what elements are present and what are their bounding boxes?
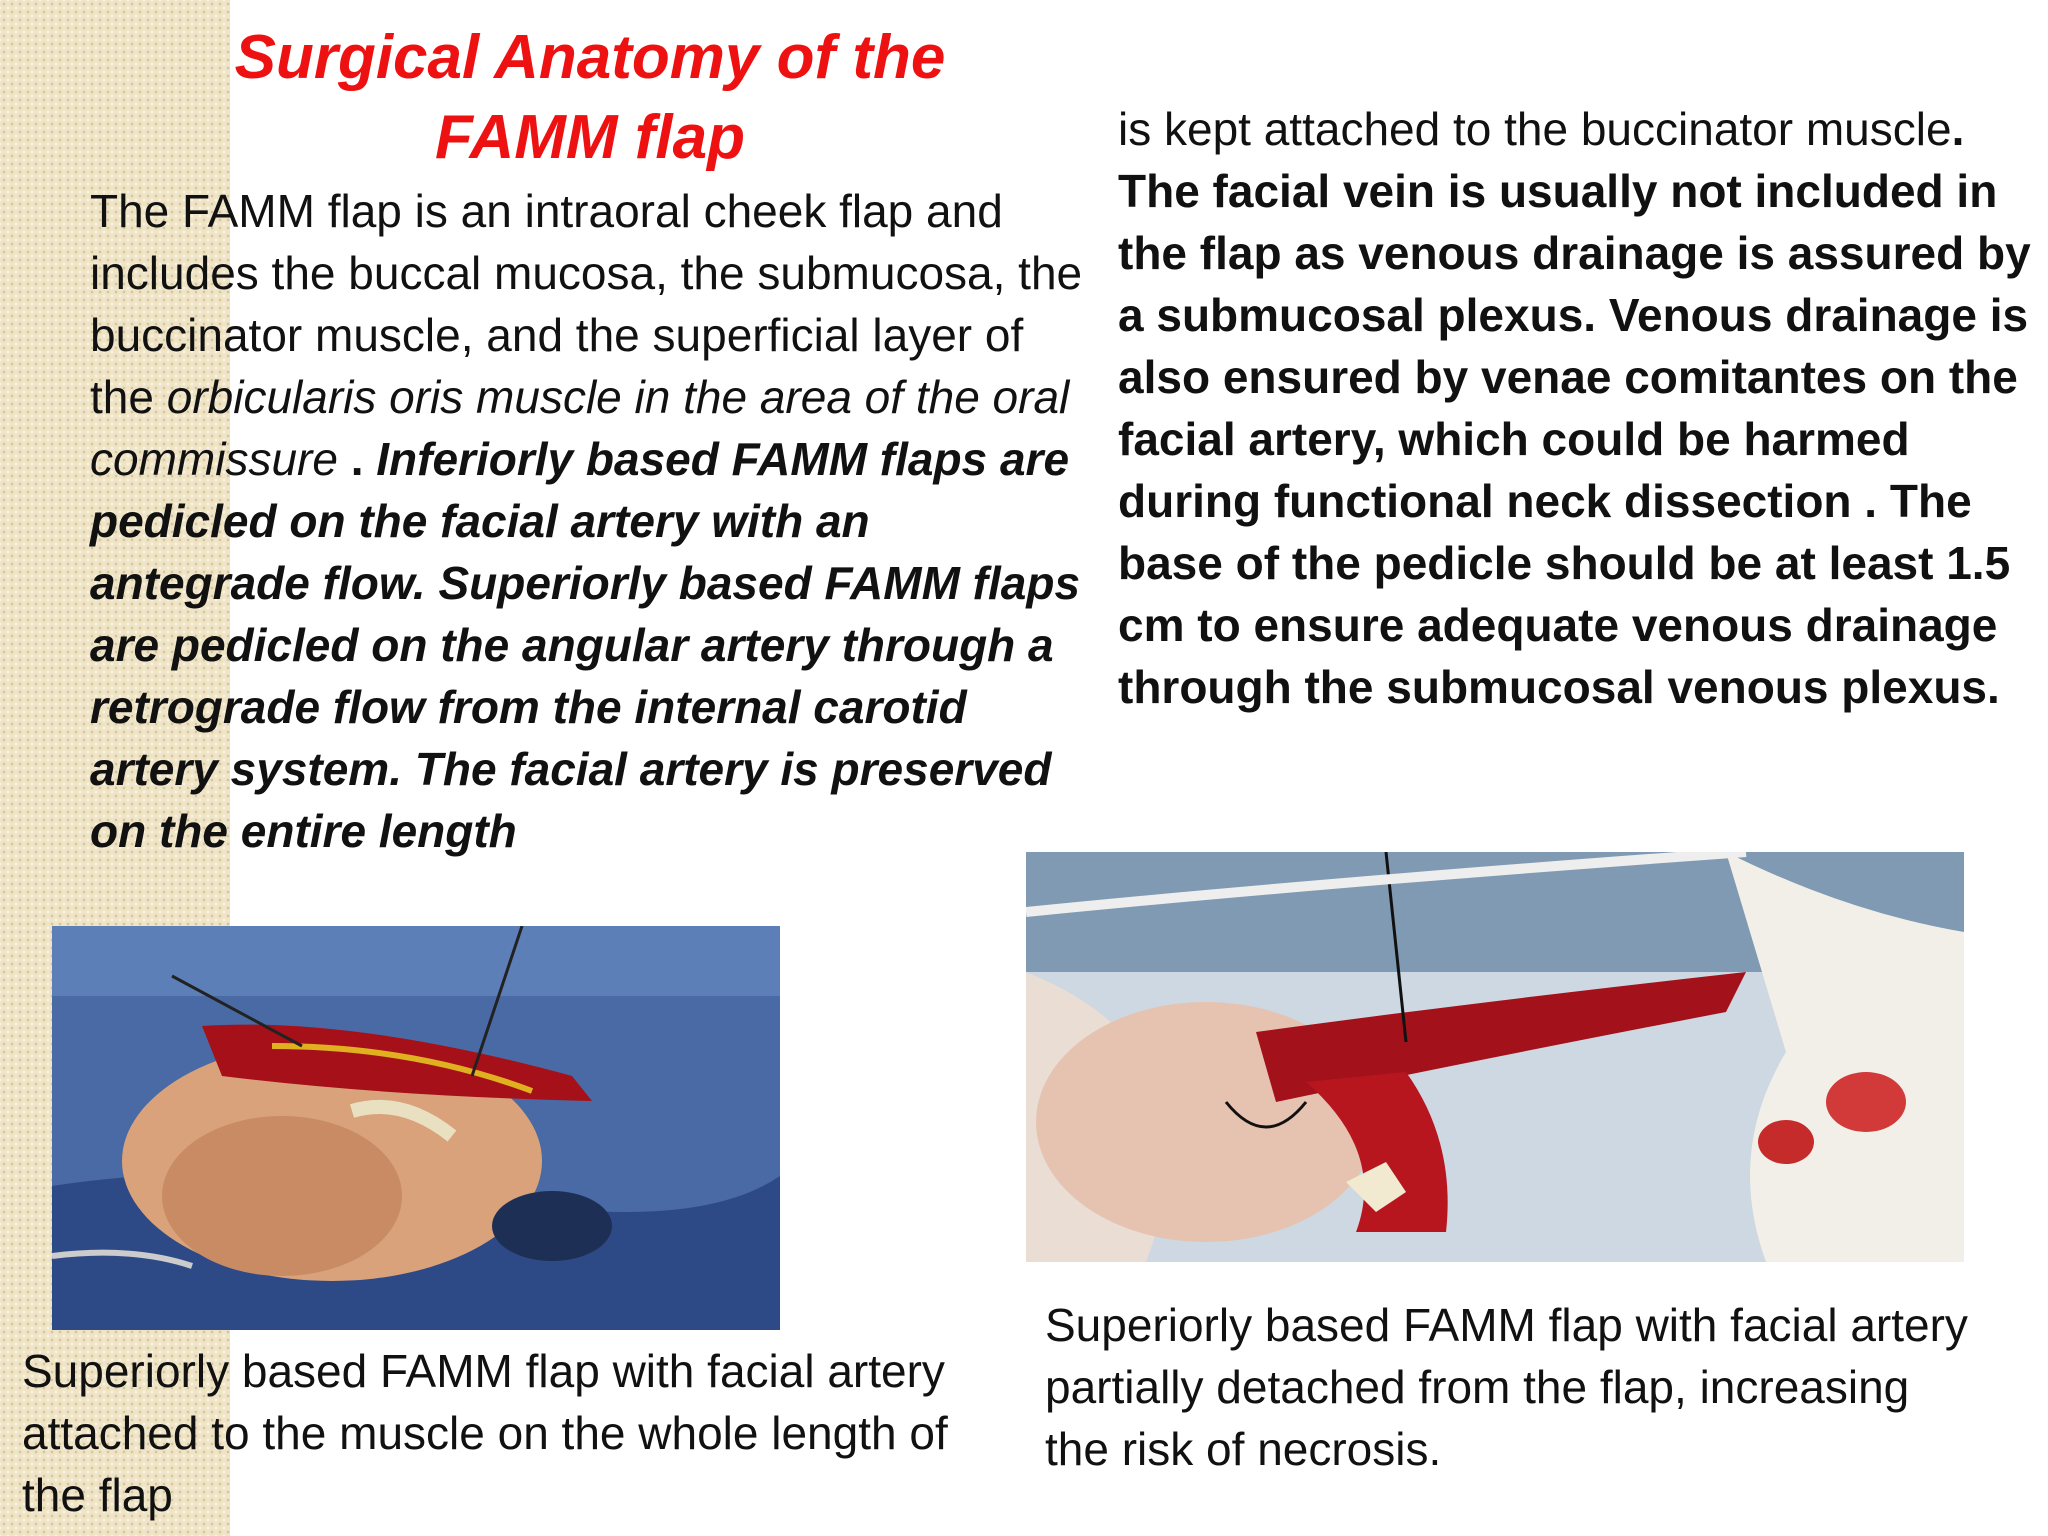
right-text-intro: is kept attached to the buccinator muscle: [1118, 103, 1952, 155]
surgical-photo-left-drawing: [52, 926, 780, 1330]
left-text-intro: The FAMM flap is an intraoral cheek flap and includes the buccal mucosa, the submucosa, the buccinator muscle, and the superficial layer of the: [90, 185, 1083, 423]
surgical-photo-right-drawing: [1026, 852, 1964, 1262]
title-line-2: FAMM flap: [435, 103, 745, 172]
caption-left: Superiorly based FAMM flap with facial artery attached to the muscle on the whole length of the flap: [22, 1345, 948, 1521]
right-text-bold: . The facial vein is usually not included in the flap as venous drainage is assured by a submucosal plexus. Venous drainage is also ensured by venae comitantes on the facial artery, which could be harmed during functional neck dissection . The base of the pedicle should be at least 1.5 cm to ensure adequate venous drainage through the submucosal venous plexus.: [1118, 103, 2031, 713]
left-text-period: .: [337, 433, 364, 485]
left-text-italic: orbicularis oris muscle in the area of the oral commissure: [90, 371, 1070, 485]
surgical-photo-right: [1026, 852, 1964, 1262]
left-text-column: [90, 180, 1090, 862]
surgical-photo-left: [52, 926, 780, 1330]
title-line-1: Surgical Anatomy of the: [234, 23, 946, 92]
left-text-bold-italic: Inferiorly based FAMM flaps are pedicled on the facial artery with an antegrade flow. Superiorly based FAMM flaps are pedicled on the angular artery through a retrograde flow from the internal carotid artery system. The facial artery is preserved on the entire length: [90, 433, 1081, 857]
slide-title: [150, 18, 1030, 178]
caption-right: Superiorly based FAMM flap with facial artery partially detached from the flap, increasing the risk of necrosis.: [1045, 1299, 1968, 1475]
right-text-column: [1118, 98, 2048, 718]
